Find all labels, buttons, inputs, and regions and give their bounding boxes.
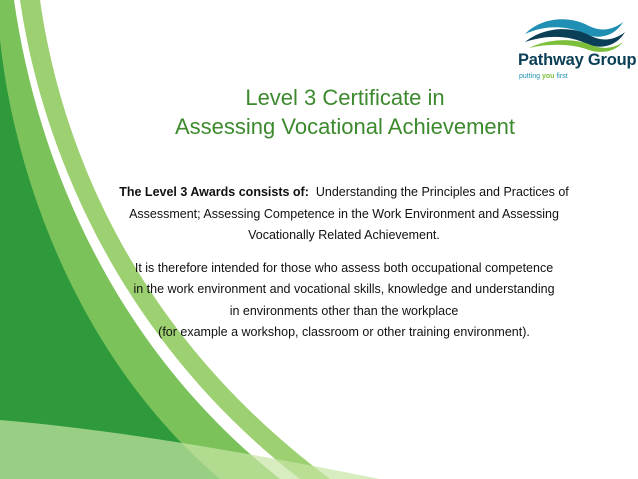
paragraph-gap bbox=[88, 247, 600, 258]
logo-tagline-part: putting bbox=[519, 73, 542, 80]
logo-name: Pathway Group bbox=[518, 51, 637, 69]
body-line-text: Understanding the Principles and Practices of bbox=[308, 185, 569, 199]
body-line: It is therefore intended for those who assess both occupational competence bbox=[134, 260, 554, 275]
body-line: Vocationally Related Achievement. bbox=[248, 228, 440, 242]
logo-tagline-part: first bbox=[554, 73, 568, 80]
body-line bbox=[88, 182, 600, 204]
slide-body bbox=[88, 182, 600, 344]
body-line: in the work environment and vocational skills, knowledge and understanding bbox=[133, 282, 555, 296]
logo-tagline-emphasis: you bbox=[541, 73, 555, 80]
title-line: Level 3 Certificate in bbox=[245, 85, 445, 110]
logo-wave-icon bbox=[519, 14, 627, 52]
body-line: Assessment; Assessing Competence in the Work Environment and Assessing bbox=[129, 206, 559, 221]
slide-title bbox=[100, 83, 590, 141]
title-line: Assessing Vocational Achievement bbox=[175, 114, 515, 139]
pathway-group-logo bbox=[515, 14, 637, 86]
body-line: (for example a workshop, classroom or other training environment). bbox=[158, 325, 530, 339]
body-line: in environments other than the workplace bbox=[229, 303, 459, 318]
awards-lead: The Level 3 Awards consists of: bbox=[119, 185, 309, 199]
logo-tagline bbox=[519, 73, 568, 80]
